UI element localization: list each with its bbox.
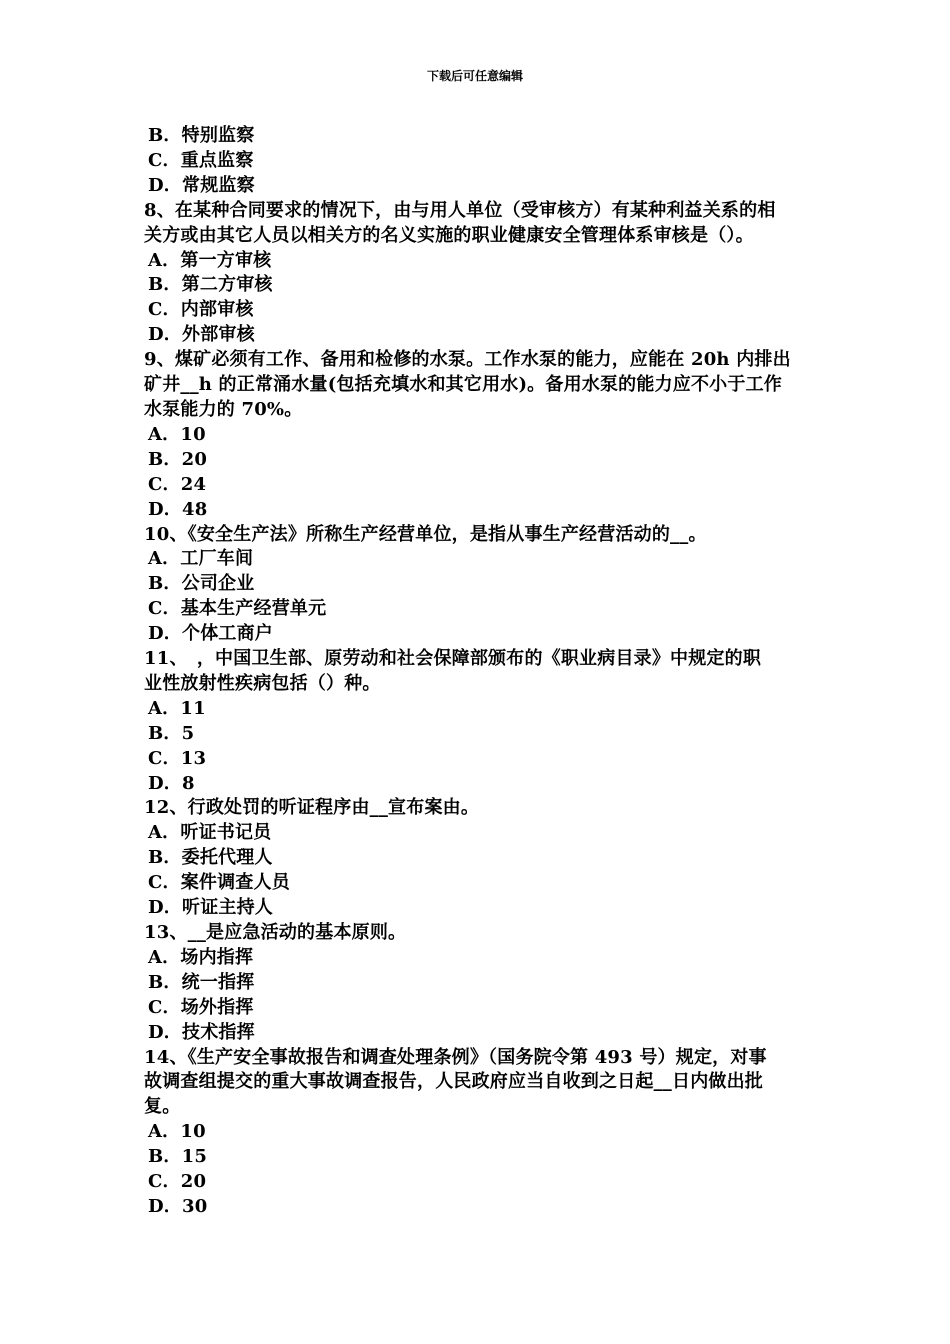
question-text: 10、《安全生产法》所称生产经营单位，是指从事生产经营活动的__。 [144, 523, 707, 545]
answer-option: D．30 [148, 1195, 208, 1217]
answer-option: B．公司企业 [148, 573, 255, 595]
answer-option: A．10 [148, 423, 206, 445]
answer-option: C．13 [148, 747, 207, 769]
question-text: 13、__是应急活动的基本原则。 [144, 922, 407, 943]
answer-option: C．案件调查人员 [148, 872, 290, 894]
answer-option: B．15 [148, 1146, 208, 1168]
answer-option: B．5 [148, 722, 195, 744]
answer-option: B．统一指挥 [148, 971, 255, 993]
answer-option: C．场外指挥 [148, 996, 254, 1018]
answer-option: D．48 [148, 498, 208, 520]
answer-option: D．8 [148, 772, 195, 794]
answer-option: B．特别监察 [148, 125, 255, 146]
answer-option: D．听证主持人 [148, 897, 274, 919]
answer-option: B．委托代理人 [148, 847, 273, 869]
answer-option: D．常规监察 [148, 174, 255, 196]
question-text: 矿井__h 的正常涌水量(包括充填水和其它用水)。备用水泵的能力应不小于工作 [144, 374, 782, 396]
answer-option: C．20 [148, 1171, 207, 1193]
page-header: 下载后可任意编辑 [426, 69, 523, 83]
document-body [144, 124, 814, 1220]
answer-option: A．第一方审核 [148, 249, 272, 271]
answer-option: C．内部审核 [148, 299, 254, 321]
answer-option: D．技术指挥 [148, 1021, 255, 1043]
question-text: 水泵能力的 70%。 [144, 398, 303, 420]
answer-option: D．个体工商户 [148, 623, 274, 645]
question-text: 故调查组提交的重大事故调查报告，人民政府应当自收到之日起__日内做出批 [144, 1071, 763, 1093]
question-text: 11、 ，中国卫生部、原劳动和社会保障部颁布的《职业病目录》中规定的职 [144, 648, 762, 670]
answer-option: B．20 [148, 448, 208, 470]
answer-option: A．10 [148, 1121, 206, 1143]
question-text: 业性放射性疾病包括（）种。 [144, 672, 381, 694]
answer-option: A．听证书记员 [148, 822, 272, 844]
answer-option: C．24 [148, 473, 207, 495]
question-text: 9、煤矿必须有工作、备用和检修的水泵。工作水泵的能力，应能在 20h 内排出 [144, 349, 791, 371]
answer-option: C．重点监察 [148, 149, 254, 171]
question-text: 8、在某种合同要求的情况下，由与用人单位（受审核方）有某种利益关系的相 [144, 199, 776, 221]
question-text: 关方或由其它人员以相关方的名义实施的职业健康安全管理体系审核是（）。 [144, 224, 754, 246]
answer-option: A．场内指挥 [148, 946, 254, 968]
question-text: 12、行政处罚的听证程序由__宣布案由。 [144, 797, 480, 819]
answer-option: A．工厂车间 [148, 548, 254, 570]
answer-option: A．11 [148, 697, 206, 719]
answer-option: B．第二方审核 [148, 274, 273, 296]
question-text: 复。 [144, 1096, 181, 1118]
answer-option: D．外部审核 [148, 324, 255, 346]
answer-option: C．基本生产经营单元 [148, 598, 327, 620]
question-text: 14、《生产安全事故报告和调查处理条例》（国务院令第 493 号）规定，对事 [144, 1046, 767, 1068]
